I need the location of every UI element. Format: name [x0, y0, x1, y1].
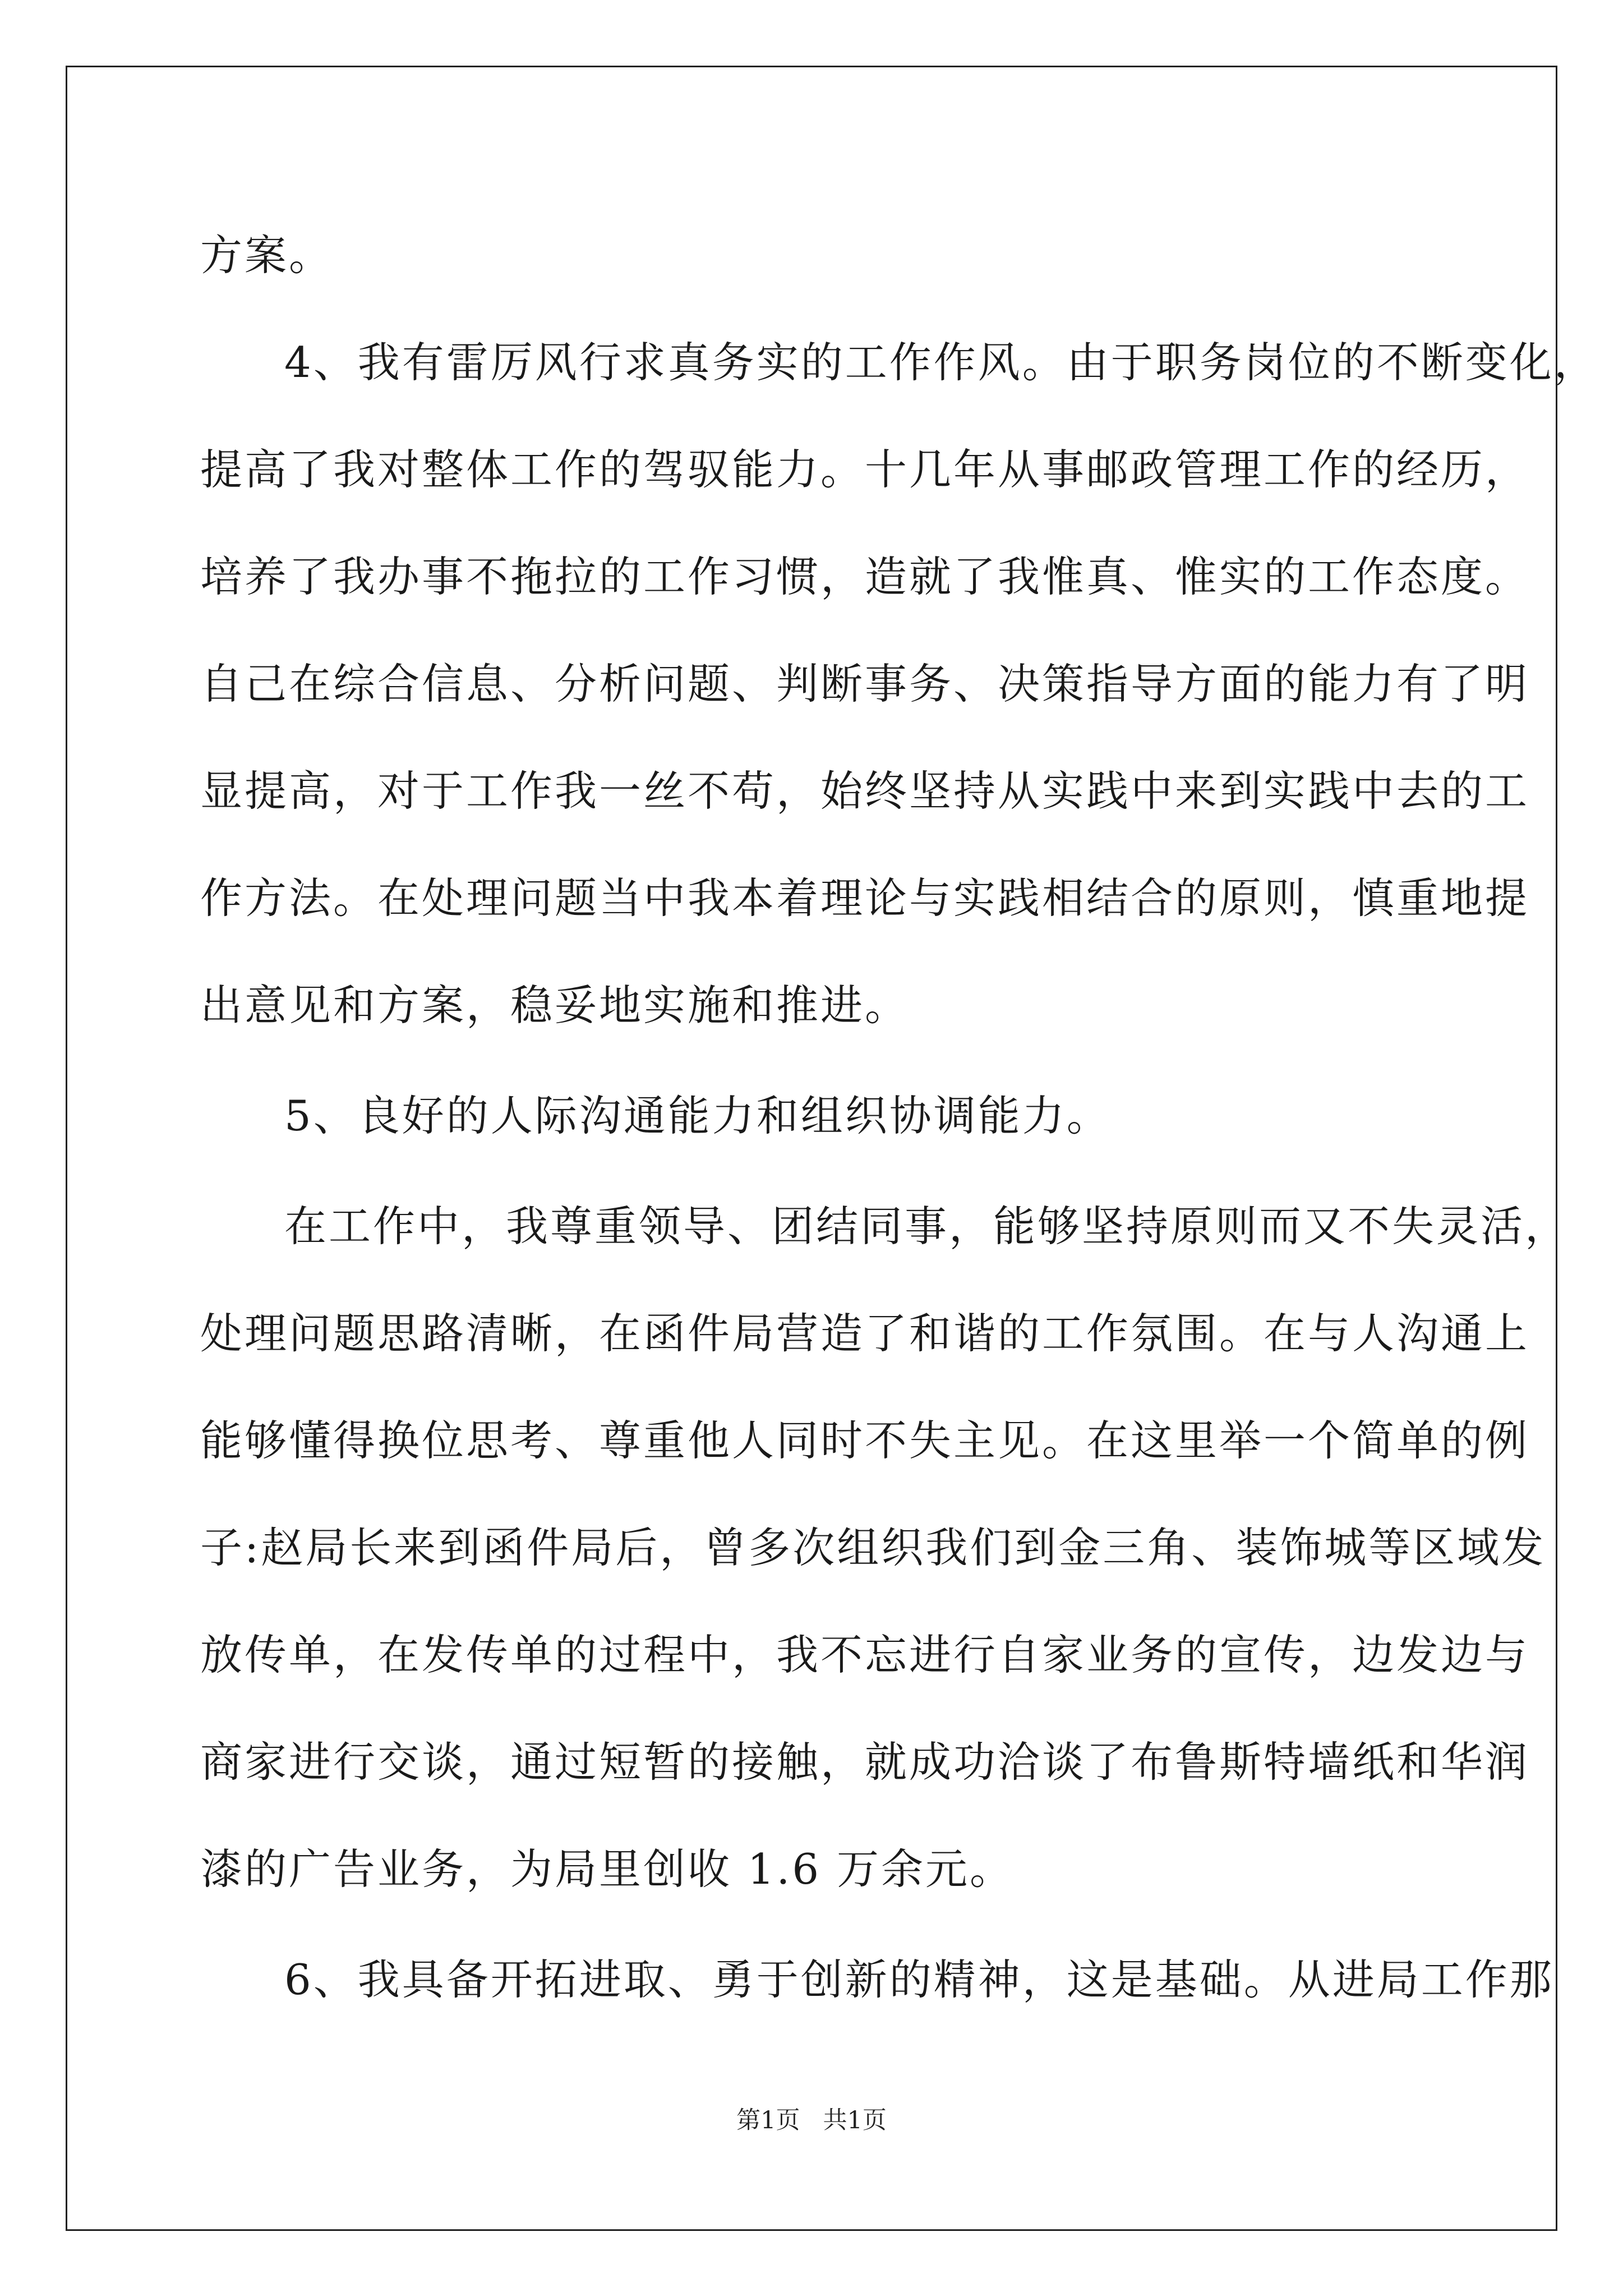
text-line: 4、我有雷厉风行求真务实的工作作风。由于职务岗位的不断变化， — [284, 338, 1598, 387]
text-line: 在工作中，我尊重领导、团结同事，能够坚持原则而又不失灵活， — [284, 1202, 1570, 1251]
document-body — [200, 202, 1598, 2033]
text-line: 5、良好的人际沟通能力和组织协调能力。 — [284, 1091, 1111, 1140]
text-line: 自己在综合信息、分析问题、判断事务、决策指导方面的能力有了明 — [200, 659, 1530, 708]
text-line: 能够懂得换位思考、尊重他人同时不失主见。在这里举一个简单的例 — [200, 1416, 1530, 1465]
text-line: 商家进行交谈，通过短暂的接触，就成功洽谈了布鲁斯特墙纸和华润 — [200, 1737, 1530, 1787]
text-line: 子:赵局长来到函件局后，曾多次组织我们到金三角、装饰城等区域发 — [200, 1523, 1546, 1572]
text-line: 显提高，对于工作我一丝不苟，始终坚持从实践中来到实践中去的工 — [200, 766, 1530, 816]
text-line: 6、我具备开拓进取、勇于创新的精神，这是基础。从进局工作那 — [284, 1955, 1554, 2004]
text-line: 方案。 — [200, 231, 334, 280]
text-line: 作方法。在处理问题当中我本着理论与实践相结合的原则，慎重地提 — [200, 873, 1530, 923]
text-line: 处理问题思路清晰，在函件局营造了和谐的工作氛围。在与人沟通上 — [200, 1309, 1530, 1358]
page-footer: 第1页 共1页 — [736, 2106, 887, 2134]
text-line: 培养了我办事不拖拉的工作习惯，造就了我惟真、惟实的工作态度。 — [200, 552, 1530, 601]
text-line: 漆的广告业务，为局里创收 1.6 万余元。 — [200, 1844, 1014, 1894]
text-line: 出意见和方案，稳妥地实施和推进。 — [200, 981, 910, 1030]
text-line: 提高了我对整体工作的驾驭能力。十几年从事邮政管理工作的经历， — [200, 445, 1530, 494]
text-line: 放传单，在发传单的过程中，我不忘进行自家业务的宣传，边发边与 — [200, 1630, 1530, 1680]
